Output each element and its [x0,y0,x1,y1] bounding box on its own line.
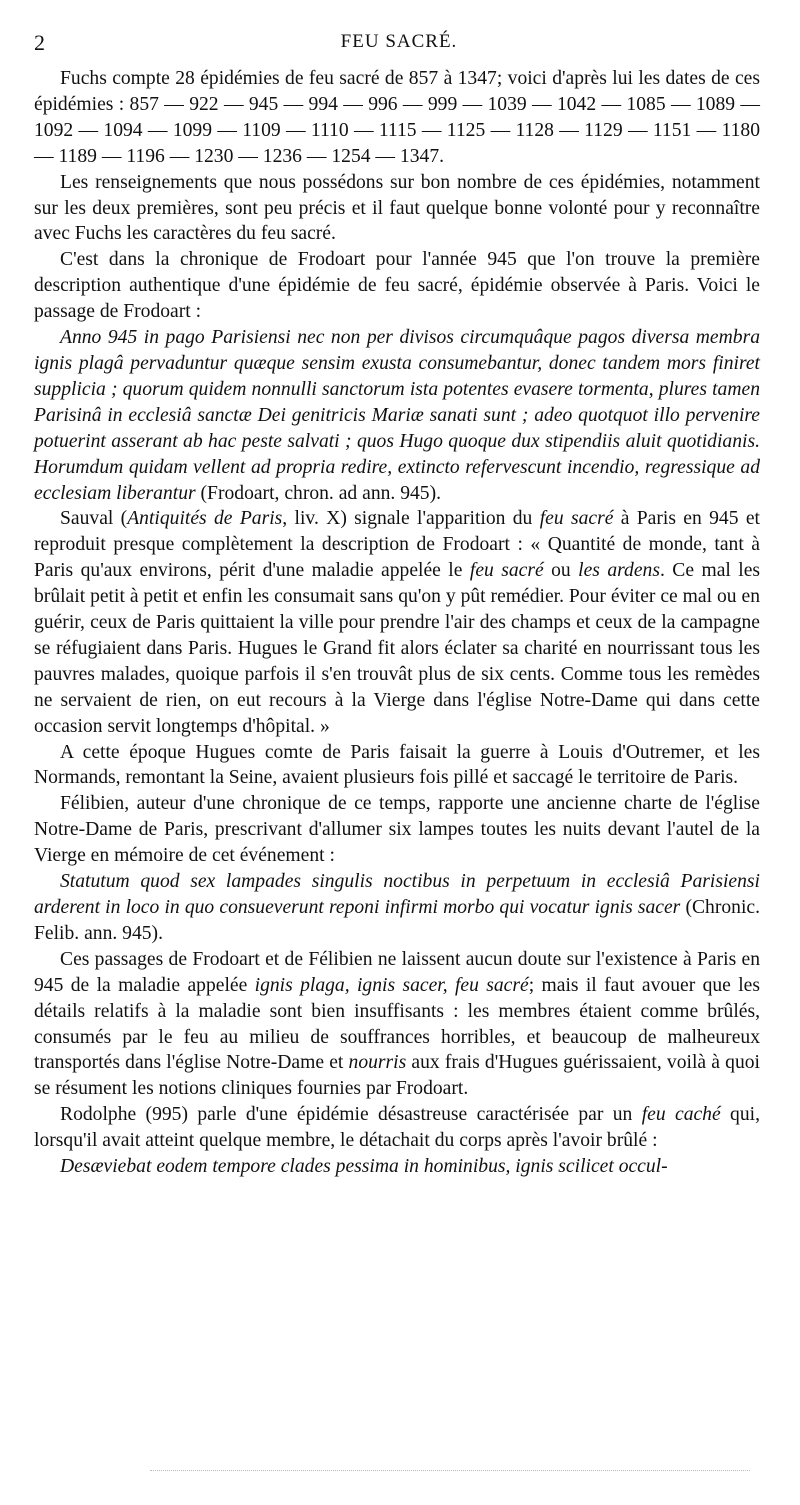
paragraph-conclusion [34,947,760,1102]
text-run: , liv. X) signale l'apparition du [282,508,540,530]
text-run: qui, lorsqu'il avait atteint quelque membre, le détachait du corps après l'avoir brûlé : [34,1104,760,1152]
emphasis: les ardens [578,560,660,582]
emphasis: feu caché [641,1104,721,1126]
emphasis: ignis plaga, ignis sacer, feu sacré [254,974,529,996]
text-run: à Paris en 945 et reproduit presque complètement la description de Frodoart : « Quantité de monde, tant à Paris qu'aux environs, périt d'une maladie appelée le [34,508,761,582]
latin-quote: Desæviebat eodem tempore clades pessima in hominibus, ignis scilicet occul- [60,1156,668,1178]
citation: (Frodoart, chron. ad ann. 945). [195,482,442,504]
paragraph-felibien-latin-quote [34,869,760,947]
paragraph-rodolphe [34,1102,760,1154]
emphasis: feu sacré [539,508,614,530]
text-run: ou [543,560,579,582]
text-run: aux frais d'Hugues guérissaient, voilà à quoi se résument les notions cliniques fournies par Frodoart. [34,1052,760,1100]
text-run: Rodolphe (995) parle d'une épidémie désastreuse caractérisée par un [60,1104,642,1126]
running-title: FEU SACRÉ. [340,31,458,52]
paragraph-frodoart-intro: C'est dans la chronique de Frodoart pour l'année 945 que l'on trouve la première description authentique d'une épidémie de feu sacré, épidémie observée à Paris. Voici le passage de Frodoart : [34,249,760,323]
page-header [34,30,764,60]
citation: (Chronic. Felib. ann. 945). [34,897,760,944]
emphasis: nourris [348,1052,407,1074]
text-run: Sauval ( [60,508,128,530]
paragraph-fuchs-dates: Fuchs compte 28 épidémies de feu sacré de 857 à 1347; voici d'après lui les dates de ces épidémies : 857 — 922 — 945 — 994 — 996 — 999 — 1039 — 1042 — 1085 — 1089 — 1092 — 1094 — 1099 — 1109 — 1110 — 1115 — 1125 — 1128 — 1129 — 1151 — 1180 — 1189 — 1196 — 1230 — 1236 — 1254 — 1347. [34,68,760,167]
text-run: ; mais il faut avouer que les détails relatifs à la maladie sont bien insuffisants : les membres étaient comme brûlés, consumés par le feu au milieu de souffrances horribles, et beaucoup de malheureux transportés dans l'église Notre-Dame et [34,974,760,1074]
latin-quote: Statutum quod sex lampades singulis noctibus in perpetuum in ecclesiâ Parisiensi arderent in loco in quo consueverunt reponi infirmi morbo qui vocatur ignis sacer [34,871,760,918]
paragraph-sauval [34,506,760,739]
text-run: . Ce mal les brûlait petit à petit et enfin les consumait sans qu'on y pût remédier. Pour éviter ce mal ou en guérir, ceux de Paris quittaient la ville pour prendre l'air des champs et ceux de la campagne se réfugiaient dans Paris. Hugues le Grand fit alors éclater sa charité en nourrissant tous les pauvres malades, quoique parfois il s'en trouvât plus de six cents. Comme tous les remèdes ne servaient de rien, on eut recours à la Vierge dans l'église Notre-Dame qui dans cette occasion servit longtemps d'hôpital. » [34,560,761,737]
page-number: 2 [34,30,45,55]
latin-quote: Anno 945 in pago Parisiensi nec non per divisos circumquâque pagos diversa membra ignis plagâ pervaduntur quæque sensim exusta consumebantur, donec tandem mors finiret supplicia ; quorum quidem nonnulli sanctorum ista potentes evasere tormenta, plures tamen Parisinâ in ecclesiâ sanctæ Dei genitricis Mariæ sanati sunt ; adeo quotquot illo pervenire potuerint asserant ab hac peste salvati ; quos Hugo quoque dux stipendiis aluit quotidianis. Horumdum quidam vellent ad propria redire, extincto refervescunt incendio, regressique ad ecclesiam liberantur [34,327,760,504]
paragraph-hugues: A cette époque Hugues comte de Paris faisait la guerre à Louis d'Outremer, et les Normands, remontant la Seine, avaient plusieurs fois pillé et saccagé le territoire de Paris. [34,741,760,789]
body-text [34,66,760,1180]
text-run: Ces passages de Frodoart et de Félibien ne laissent aucun doute sur l'existence à Paris en 945 de la maladie appelée [34,948,760,996]
paragraph-renseignements: Les renseignements que nous possédons sur bon nombre de ces épidémies, notamment sur les deux premières, sont peu précis et il faut quelque bonne volonté pour y reconnaître avec Fuchs les caractères du feu sacré. [34,171,760,245]
book-title: Antiquités de Paris [127,508,283,530]
paragraph-frodoart-latin-quote [34,325,760,506]
paragraph-rodolphe-latin-quote [34,1154,760,1180]
paragraph-felibien: Félibien, auteur d'une chronique de ce temps, rapporte une ancienne charte de l'église Notre-Dame de Paris, prescrivant d'allumer six lampes toutes les nuits devant l'autel de la Vierge en mémoire de cet événement : [34,793,760,867]
emphasis: feu sacré [469,560,544,582]
footer-rule [150,1470,750,1471]
